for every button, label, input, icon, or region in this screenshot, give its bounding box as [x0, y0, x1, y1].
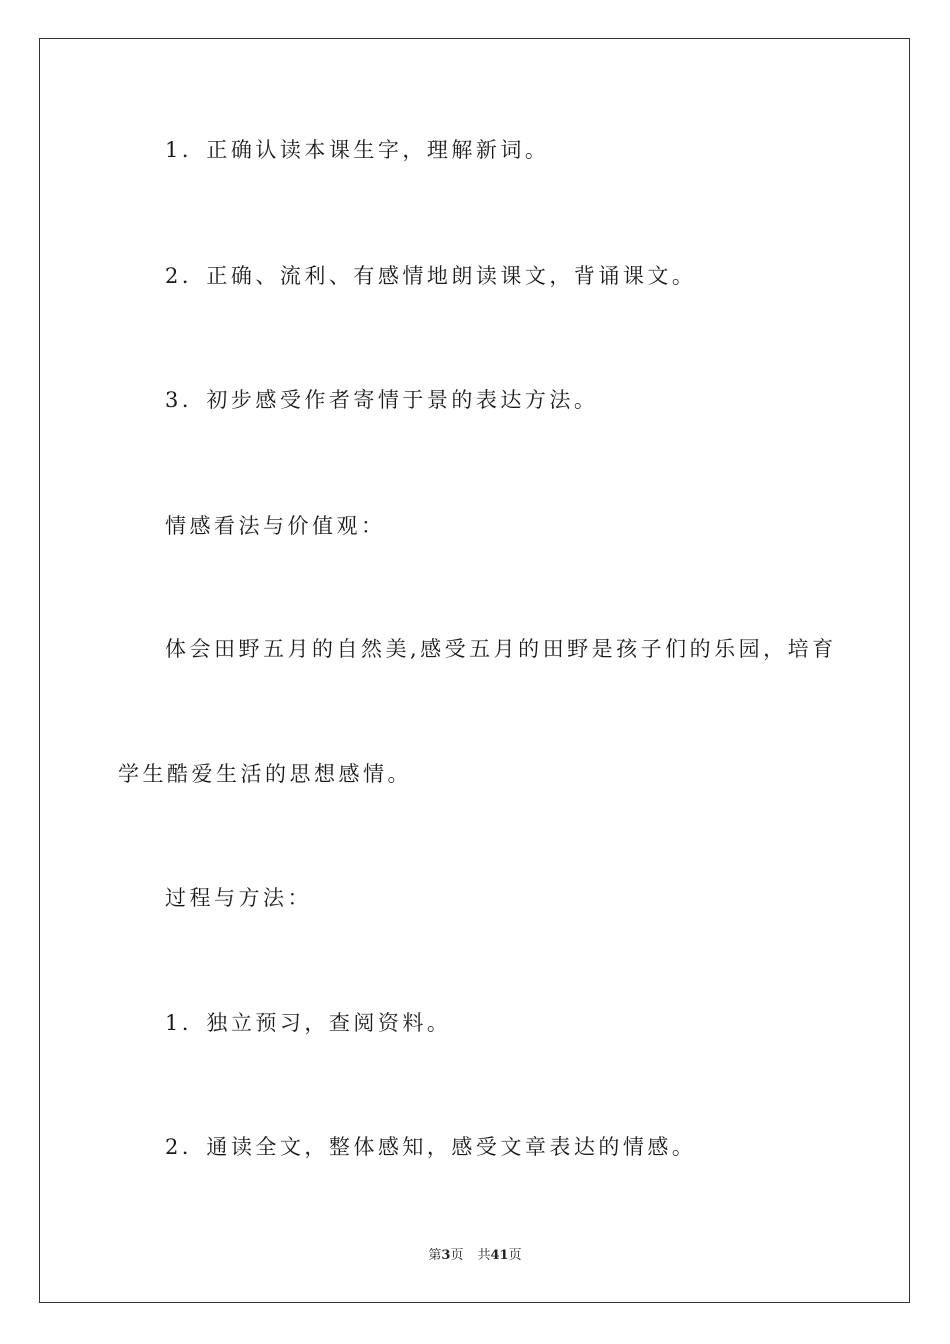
footer-page-prefix: 第: [428, 1248, 442, 1263]
footer-page-suffix: 页: [450, 1248, 464, 1263]
objective-item-1: 1．正确认读本课生字，理解新词。: [165, 138, 550, 162]
method-item-2: 2．通读全文，整体感知，感受文章表达的情感。: [165, 1135, 697, 1159]
emotion-values-paragraph-line-2: 学生酷爱生活的思想感情。: [118, 762, 412, 786]
objective-item-3: 3．初步感受作者寄情于景的表达方法。: [165, 388, 599, 412]
footer-total-prefix: 共: [477, 1248, 491, 1263]
objective-item-2: 2．正确、流利、有感情地朗读课文，背诵课文。: [165, 264, 697, 288]
footer-page-number: 3: [441, 1248, 451, 1263]
method-item-1: 1．独立预习，查阅资料。: [165, 1011, 452, 1035]
section-heading-process-methods: 过程与方法：: [165, 886, 312, 910]
section-heading-emotion-values: 情感看法与价值观：: [165, 514, 386, 538]
page-footer: [0, 1248, 950, 1264]
footer-total-pages: 41: [490, 1248, 509, 1263]
footer-total-suffix: 页: [508, 1248, 522, 1263]
page-border: [39, 38, 910, 1303]
emotion-values-paragraph-line-1: 体会田野五月的自然美,感受五月的田野是孩子们的乐园，培育: [165, 637, 837, 661]
